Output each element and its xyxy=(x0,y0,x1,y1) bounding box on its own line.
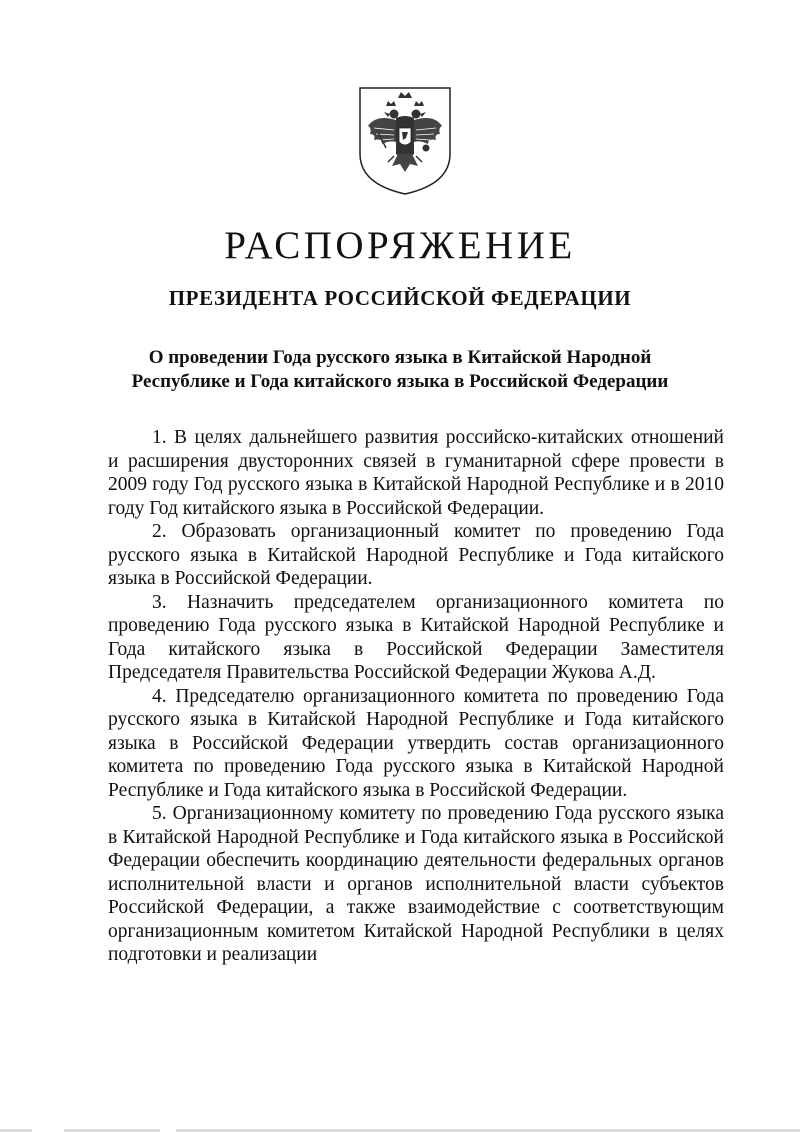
document-title-line: Республике и Года китайского языка в Российской Федерации xyxy=(131,371,669,392)
document-title xyxy=(100,346,700,394)
russian-coat-of-arms-icon xyxy=(356,84,454,196)
document-title-line: О проведении Года русского языка в Китайской Народной xyxy=(148,347,652,368)
paragraph-1: 1. В целях дальнейшего развития российско-китайских отношений и расширения двусторонних связей в гуманитарной сфере провести в 2009 году Год русского языка в Китайской Народной Республике и в 2010 году Год китайского языка в Российской Федерации. xyxy=(108,427,724,519)
paragraph-3: 3. Назначить председателем организационного комитета по проведению Года русского языка в Китайской Народной Республике и Года китайского языка в Российской Федерации Заместителя Председателя Правительства Российской Федерации Жукова А.Д. xyxy=(108,591,724,683)
paragraph-2: 2. Образовать организационный комитет по проведению Года русского языка в Китайской Народной Республике и Года китайского языка в Российской Федерации. xyxy=(108,521,724,589)
paragraph-4: 4. Председателю организационного комитета по проведению Года русского языка в Китайской Народной Республике и Года китайского языка в Российской Федерации утвердить состав организационного комитета по проведению Года русского языка в Китайской Народной Республике и Года китайского языка в Российской Федерации. xyxy=(108,685,724,801)
document-body xyxy=(108,426,724,967)
document-subheading: ПРЕЗИДЕНТА РОССИЙСКОЙ ФЕДЕРАЦИИ xyxy=(168,286,632,310)
document-heading: РАСПОРЯЖЕНИЕ xyxy=(224,224,576,267)
paragraph-5: 5. Организационному комитету по проведению Года русского языка в Китайской Народной Республике и Года китайского языка в Российской Федерации обеспечить координацию деятельности федеральных органов исполнительной власти и органов исполнительной власти субъектов Российской Федерации, а также взаимодействие с соответствующим организационным комитетом Китайской Народной Республики в целях подготовки и реализации xyxy=(108,803,724,965)
